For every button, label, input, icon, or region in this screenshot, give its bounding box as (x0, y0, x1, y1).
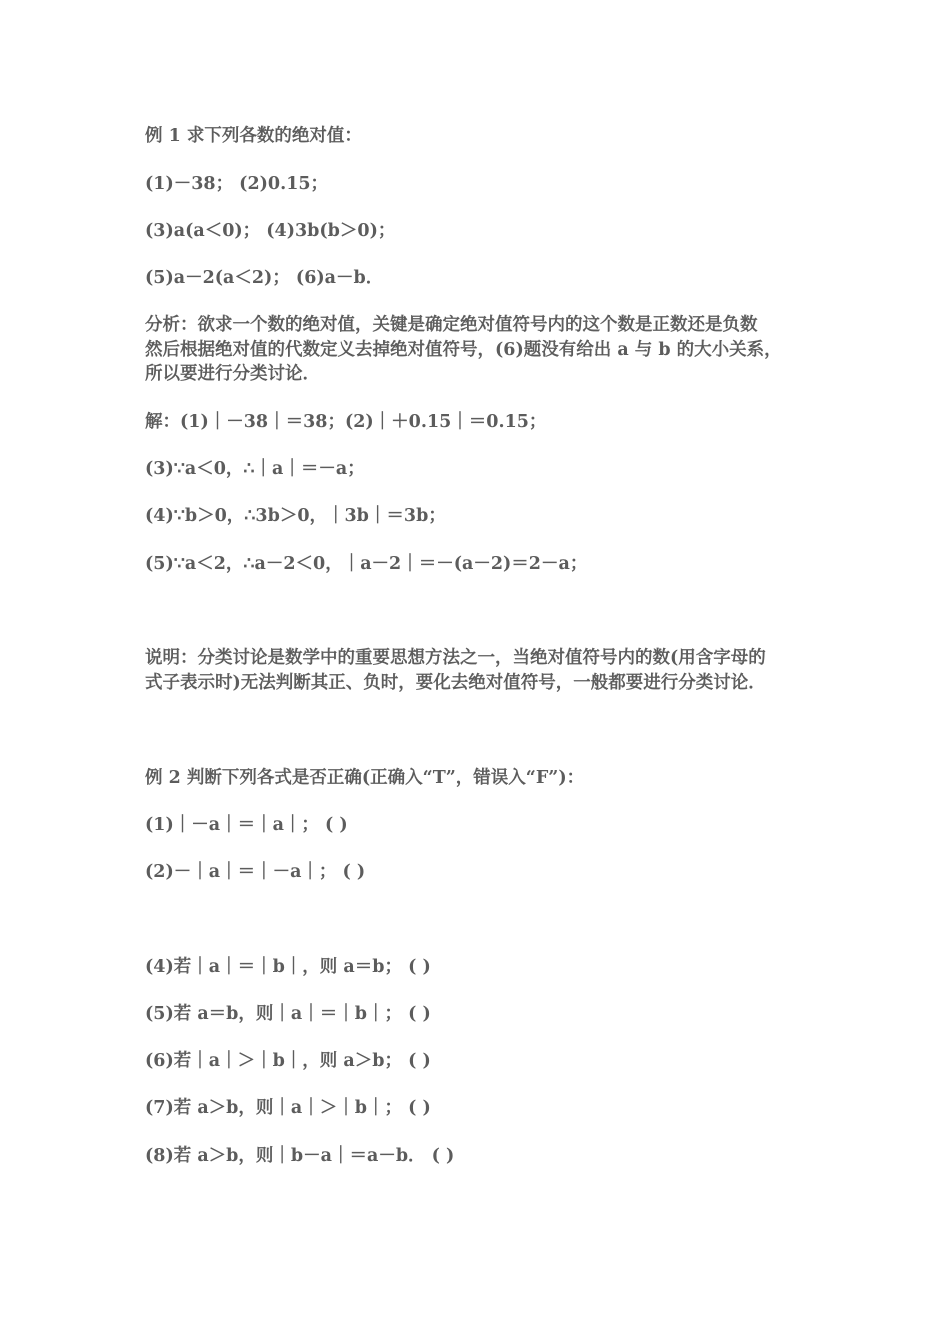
example2-title: 例 2 判断下列各式是否正确(正确入“T”，错误入“F”)： (145, 768, 585, 788)
analysis-line-3: 所以要进行分类讨论． (145, 364, 320, 384)
example2-item-4: (4)若｜a｜＝｜b｜，则 a＝b； ( ) (145, 957, 431, 977)
example1-item-1: (1)－38； (2)0.15； (145, 174, 329, 194)
example2-item-6: (6)若｜a｜＞｜b｜，则 a＞b； ( ) (145, 1051, 431, 1071)
note-paragraph (145, 646, 813, 695)
example2-item-8: (8)若 a＞b，则｜b－a｜＝a－b． ( ) (145, 1146, 455, 1166)
analysis-paragraph (145, 313, 813, 387)
example1-item-2: (3)a(a＜0)； (4)3b(b＞0)； (145, 221, 396, 241)
solution-line-3: (4)∵b＞0，∴3b＞0，｜3b｜＝3b； (145, 506, 446, 526)
note-line-2: 式子表示时)无法判断其正、负时，要化去绝对值符号，一般都要进行分类讨论． (145, 672, 766, 693)
note-line-1: 说明：分类讨论是数学中的重要思想方法之一，当绝对值符号内的数(用含字母的 (145, 648, 766, 668)
example2-item-2: (2)－｜a｜＝｜－a｜； ( ) (145, 862, 366, 882)
analysis-line-2: 然后根据绝对值的代数定义去掉绝对值符号，(6)题没有给出 a 与 b 的大小关系， (145, 339, 782, 360)
analysis-line-1: 分析：欲求一个数的绝对值，关键是确定绝对值符号内的这个数是正数还是负数 (145, 315, 758, 335)
solution-line-2: (3)∵a＜0，∴｜a｜＝－a； (145, 459, 365, 479)
example2-item-5: (5)若 a＝b，则｜a｜＝｜b｜； ( ) (145, 1004, 431, 1024)
example2-item-1: (1)｜－a｜＝｜a｜； ( ) (145, 815, 348, 835)
solution-line-4: (5)∵a＜2，∴a－2＜0，｜a－2｜＝－(a－2)＝2－a； (145, 554, 588, 574)
solution-line-1: 解：(1)｜－38｜＝38；(2)｜＋0.15｜＝0.15； (145, 412, 547, 432)
example1-title: 例 1 求下列各数的绝对值： (145, 126, 362, 146)
example2-item-7: (7)若 a＞b，则｜a｜＞｜b｜； ( ) (145, 1098, 431, 1118)
example1-item-3: (5)a－2(a＜2)； (6)a－b． (145, 268, 384, 288)
